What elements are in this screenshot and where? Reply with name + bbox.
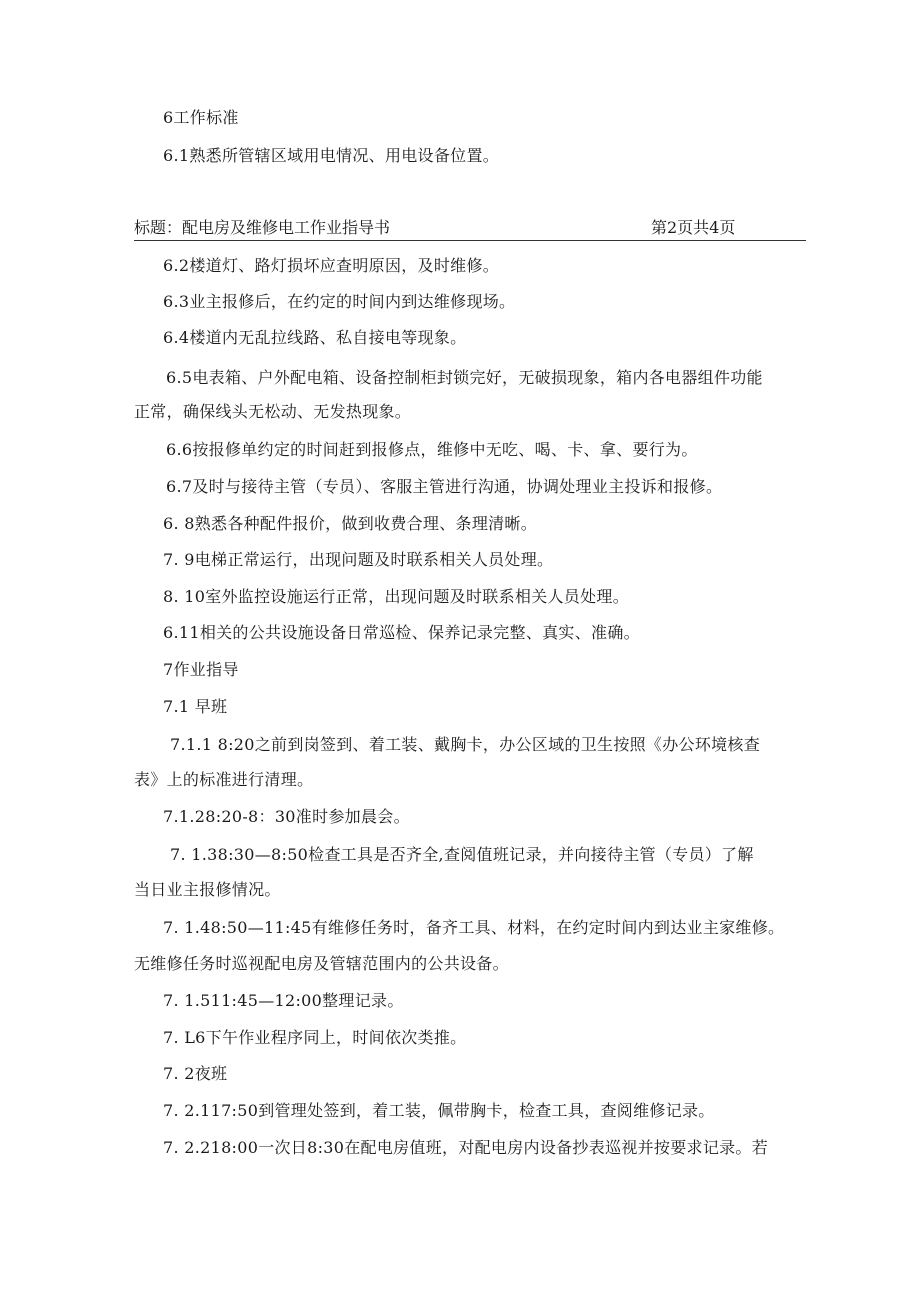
paragraph: 8. 10室外监控设施运行正常，出现问题及时联系相关人员处理。 <box>163 587 630 606</box>
paragraph: 7. 1.511:45—12:00整理记录。 <box>163 991 404 1010</box>
paragraph: 6.6按报修单约定的时间赶到报修点，维修中无吃、喝、卡、拿、要行为。 <box>166 440 698 459</box>
section-heading-6: 6工作标准 <box>163 108 239 127</box>
paragraph: 7. 9电梯正常运行，出现问题及时联系相关人员处理。 <box>163 550 554 569</box>
paragraph: 7. 2.218:00一次日8:30在配电房值班，对配电房内设备抄表巡视并按要求记录。若 <box>163 1138 769 1157</box>
header-page-number: 第2页共4页 <box>651 218 736 237</box>
paragraph: 7. 2.117:50到管理处签到，着工装，佩带胸卡，检查工具，查阅维修记录。 <box>163 1101 715 1120</box>
paragraph: 6.11相关的公共设施设备日常巡检、保养记录完整、真实、准确。 <box>163 623 640 642</box>
subsection-heading: 7.1 早班 <box>163 697 228 716</box>
paragraph: 6. 8熟悉各种配件报价，做到收费合理、条理清晰。 <box>163 514 538 533</box>
page-header <box>134 216 806 241</box>
paragraph: 6.1熟悉所管辖区域用电情况、用电设备位置。 <box>163 146 500 165</box>
header-title: 标题：配电房及维修电工作业指导书 <box>134 218 391 237</box>
paragraph: 7.1.1 8:20之前到岗签到、着工装、戴胸卡，办公区域的卫生按照《办公环境核查 <box>170 735 761 754</box>
paragraph-continuation: 正常，确保线头无松动、无发热现象。 <box>134 402 412 421</box>
paragraph: 7.1.28:20-8：30准时参加晨会。 <box>163 807 410 826</box>
subsection-heading: 7. 2夜班 <box>163 1064 228 1083</box>
paragraph: 6.4楼道内无乱拉线路、私自接电等现象。 <box>163 328 467 347</box>
paragraph: 6.7及时与接待主管（专员）、客服主管进行沟通，协调处理业主投诉和报修。 <box>166 477 723 496</box>
paragraph: 6.2楼道灯、路灯损坏应查明原因，及时维修。 <box>163 256 500 275</box>
paragraph-continuation: 无维修任务时巡视配电房及管辖范围内的公共设备。 <box>134 954 509 973</box>
paragraph-continuation: 当日业主报修情况。 <box>134 880 281 899</box>
section-heading-7: 7作业指导 <box>163 660 239 679</box>
paragraph: 7. 1.38:30—8:50检查工具是否齐全,查阅值班记录，并向接待主管（专员）了解 <box>170 845 754 864</box>
paragraph: 6.3业主报修后，在约定的时间内到达维修现场。 <box>163 292 516 311</box>
paragraph: 6.5电表箱、户外配电箱、设备控制柜封锁完好，无破损现象，箱内各电器组件功能 <box>166 368 763 387</box>
paragraph: 7. 1.48:50—11:45有维修任务时，备齐工具、材料，在约定时间内到达业主家维修。 <box>163 918 785 937</box>
paragraph-continuation: 表》上的标准进行清理。 <box>134 770 314 789</box>
paragraph: 7. L6下午作业程序同上，时间依次类推。 <box>163 1028 467 1047</box>
